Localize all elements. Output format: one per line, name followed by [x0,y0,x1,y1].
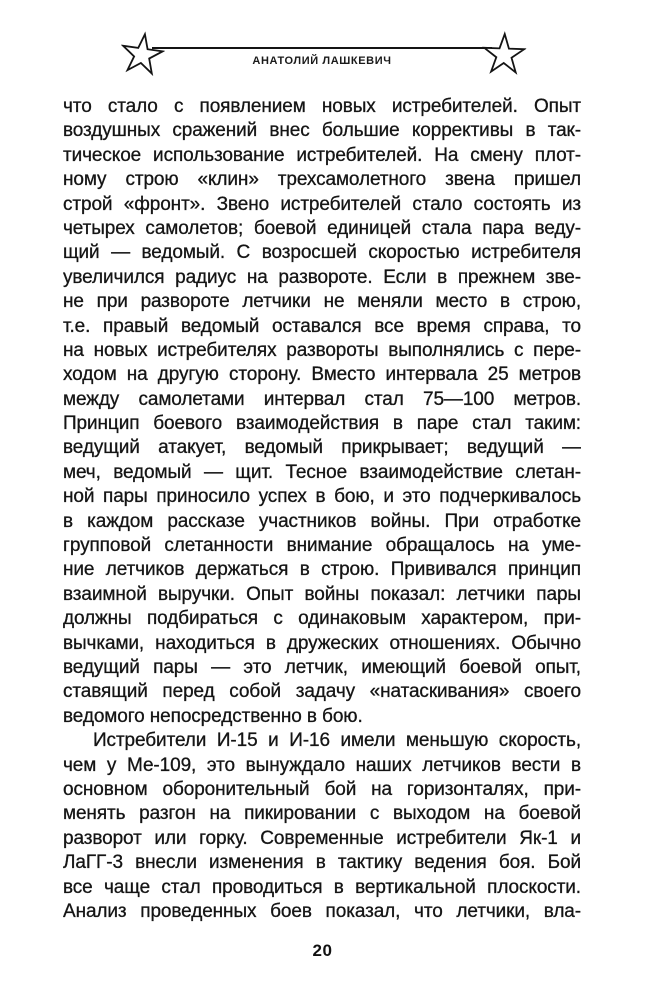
text-line: менять разгон на пикировании с выходом на боевой [63,803,581,825]
text-line: в каждом рассказе участников войны. При отработке [63,510,581,532]
text-line: что стало с появлением новых истребителей. Опыт [63,96,581,117]
body-text [63,95,581,924]
author-name: АНАТОЛИЙ ЛАШКЕВИЧ [252,55,392,67]
text-line: Принцип боевого взаимодействия в паре стал таким: [63,413,581,435]
text-line: четырех самолетов; боевой единицей стала пара веду- [63,217,581,239]
text-line: ние летчиков держаться в строю. Прививался принцип [63,559,581,581]
text-line: Анализ проведенных боев показал, что летчики, вла- [63,900,581,922]
text-line: ведущий пары — это летчик, имеющий боевой опыт, [63,656,581,678]
text-line: чем у Ме-109, это вынуждало наших летчиков вести в [63,754,581,776]
page-number: 20 [312,941,333,960]
text-line: разворот или горку. Современные истребители Як-1 и [63,827,581,849]
text-line: взаимной выручки. Опыт войны показал: летчики пары [63,583,581,605]
page-header [0,0,645,95]
text-line: Истребители И-15 и И-16 имели меньшую скорость, [93,730,581,752]
text-line: все чаще стал проводиться в вертикальной плоскости. [63,876,581,898]
text-line: меч, ведомый — щит. Тесное взаимодействие слетан- [63,461,581,483]
text-line: должны подбираться с одинаковым характером, при- [63,608,581,630]
text-line: ной пары приносило успех в бою, и это подчеркивалось [63,486,581,508]
text-line: ведущий атакует, ведомый прикрывает; ведущий — [63,437,581,459]
star-icon-right [481,30,527,80]
text-line: на новых истребителях развороты выполнялись с пере- [63,339,581,361]
text-line: ведомого непосредственно в бою. [63,705,363,727]
text-line: увеличился радиус на развороте. Если в прежнем зве- [63,266,581,288]
header-rule [152,47,492,49]
text-line: ЛаГГ-3 внесли изменения в тактику ведения боя. Бой [63,852,581,874]
text-line: воздушных сражений внес большие коррективы в так- [63,120,581,142]
page-footer [0,941,645,961]
text-line: не при развороте летчики не меняли место в строю, [63,291,581,313]
text-line: групповой слетанности внимание обращалось на уме- [63,535,581,557]
text-line: ставящий перед собой задачу «натаскивания» своего [63,681,581,703]
text-line: т.е. правый ведомый оставался все время справа, то [63,315,581,337]
text-line: вычками, находиться в дружеских отношениях. Обычно [63,632,581,654]
text-line: ному строю «клин» трехсамолетного звена пришел [63,169,581,191]
text-line: ходом на другую сторону. Вместо интервала 25 метров [63,364,581,386]
text-line: основном оборонительный бой на горизонталях, при- [63,778,581,800]
text-line: тическое использование истребителей. На смену плот- [63,144,581,166]
text-line: между самолетами интервал стал 75—100 метров. [63,388,581,410]
text-line: строй «фронт». Звено истребителей стало состоять из [63,193,581,215]
text-line: щий — ведомый. С возросшей скоростью истребителя [63,242,581,264]
